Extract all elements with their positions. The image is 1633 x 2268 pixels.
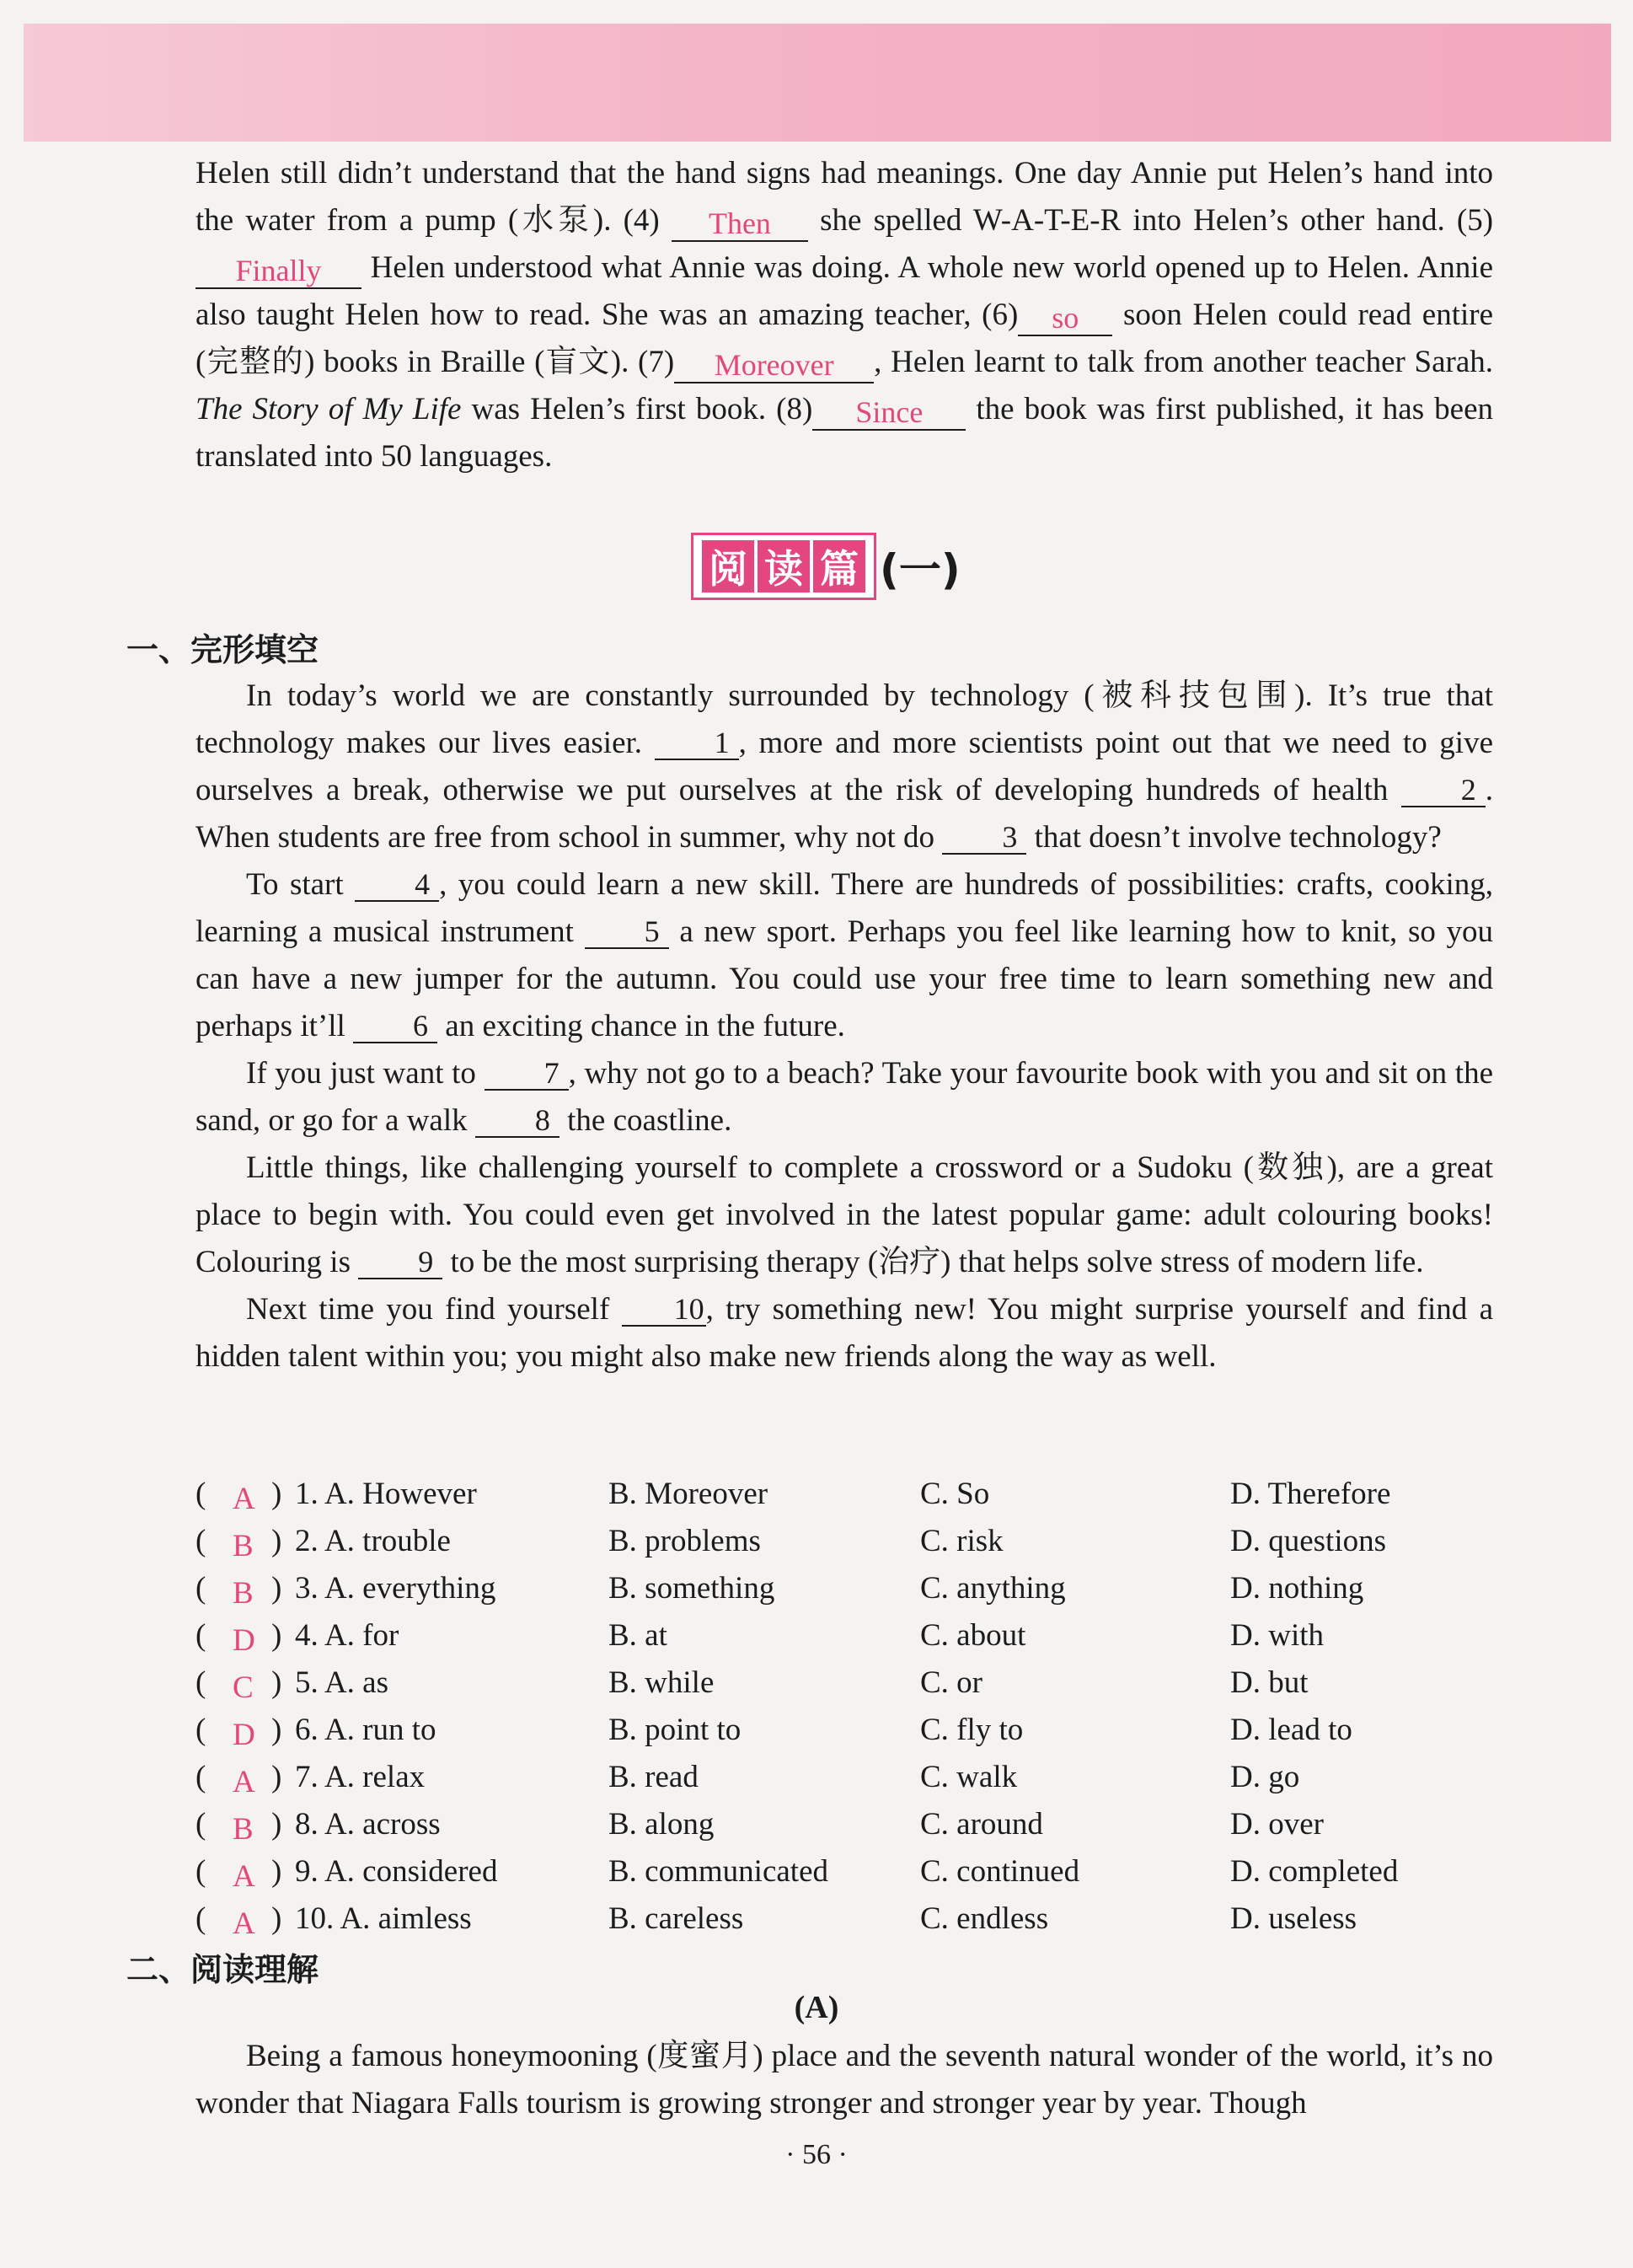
answer-letter: A	[233, 1482, 255, 1516]
question-10: ( A ) 10. A. aimless B. careless C. endless D. useless	[195, 1895, 1493, 1943]
answer-5: Finally	[195, 254, 361, 289]
answer-4: Then	[672, 206, 808, 242]
answer-letter: A	[233, 1906, 255, 1941]
question-9: ( A ) 9. A. considered B. communicated C. continued D. completed	[195, 1848, 1493, 1895]
question-6: ( D ) 6. A. run to B. point to C. fly to D. lead to	[195, 1707, 1493, 1754]
header-band	[24, 24, 1611, 142]
answer-letter: B	[233, 1812, 254, 1847]
part2-heading: 二、阅读理解	[126, 1951, 319, 1988]
question-4: ( D ) 4. A. for B. at C. about D. with	[195, 1612, 1493, 1659]
blank-5: 5	[585, 915, 669, 949]
answer-8: Since	[812, 395, 966, 431]
cloze-passage: In today’s world we are constantly surrounded by technology (被科技包围). It’s true that technology makes our lives easier. 1 , more and more scientists point out that we need to give ourselves a break, otherwise we put ourselves at the risk of developing hundreds of health 2 . When students are free from school in summer, why not do 3 that doesn’t involve technology? To start 4 , you could learn a new skill. There are hundreds of possibilities: crafts, cooking, learning a musical instrument 5 a new sport. Perhaps you feel like learning how to knit, so you can have a new jumper for the autumn. You could use your free time to learn something new and perhaps it’ll 6 an exciting chance in the future. If you just want to 7 , why not go to a beach? Take your favourite book with you and sit on the sand, or go for a walk 8 the coastline. Little things, like challenging yourself to complete a crossword or a Sudoku (数独), are a great place to begin with. You could even get involved in the latest popular game: adult colouring books! Colouring is 9 to be the most surprising therapy (治疗) that helps solve stress of modern life. Next time you find yourself 10, try something new! You might surprise yourself and find a hidden talent within you; you might also make new friends along the way as well.	[195, 678, 1494, 1374]
answer-letter: A	[233, 1765, 255, 1799]
answer-letter: B	[233, 1529, 254, 1563]
section-title: 阅 读 篇 (一)	[691, 533, 961, 600]
page-number: · 56 ·	[785, 2139, 848, 2170]
blank-7: 7	[485, 1057, 569, 1091]
question-8: ( B ) 8. A. across B. along C. around D. over	[195, 1801, 1493, 1848]
passage-a: Being a famous honeymooning (度蜜月) place and the seventh natural wonder of the world, it’s no wonder that Niagara Falls tourism is growing stronger and stronger year by year. Though	[195, 2039, 1493, 2121]
part1-heading: 一、完形填空	[126, 631, 319, 668]
blank-1: 1	[655, 727, 739, 760]
top-passage: Helen still didn’t understand that the hand signs had meanings. One day Annie put Helen’s hand into the water from a pump (水泵). (4) Then she spelled W-A-T-E-R into Helen’s other hand. (5)Finally Helen understood what Annie was doing. A whole new world opened up to Helen. Annie also taught Helen how to read. She was an amazing teacher, (6) so soon Helen could read entire (完整的) books in Braille (盲文). (7) Moreover , Helen learnt to talk from another teacher Sarah. The Story of My Life was Helen’s first book. (8) Since the book was first published, it has been translated into 50 languages.	[195, 156, 1494, 474]
passage-a-title: (A)	[794, 1990, 839, 2025]
blank-3: 3	[942, 821, 1026, 855]
answer-letter: D	[233, 1718, 255, 1752]
question-5: ( C ) 5. A. as B. while C. or D. but	[195, 1659, 1493, 1707]
blank-4: 4	[355, 868, 439, 902]
answer-letter: B	[233, 1576, 254, 1611]
blank-10: 10	[622, 1293, 706, 1327]
blank-9: 9	[358, 1246, 442, 1279]
blank-2: 2	[1401, 774, 1486, 807]
answer-7: Moreover	[674, 348, 874, 383]
answer-letter: A	[233, 1859, 255, 1894]
question-3: ( B ) 3. A. everything B. something C. anything D. nothing	[195, 1565, 1493, 1612]
answer-6: so	[1018, 301, 1112, 336]
question-2: ( B ) 2. A. trouble B. problems C. risk D. questions	[195, 1518, 1493, 1565]
blank-6: 6	[353, 1010, 437, 1043]
question-7: ( A ) 7. A. relax B. read C. walk D. go	[195, 1754, 1493, 1801]
answer-letter: C	[233, 1670, 254, 1705]
blank-8: 8	[475, 1104, 560, 1138]
question-1: ( A ) 1. A. However B. Moreover C. So D. Therefore	[195, 1471, 1493, 1518]
answer-letter: D	[233, 1623, 255, 1658]
